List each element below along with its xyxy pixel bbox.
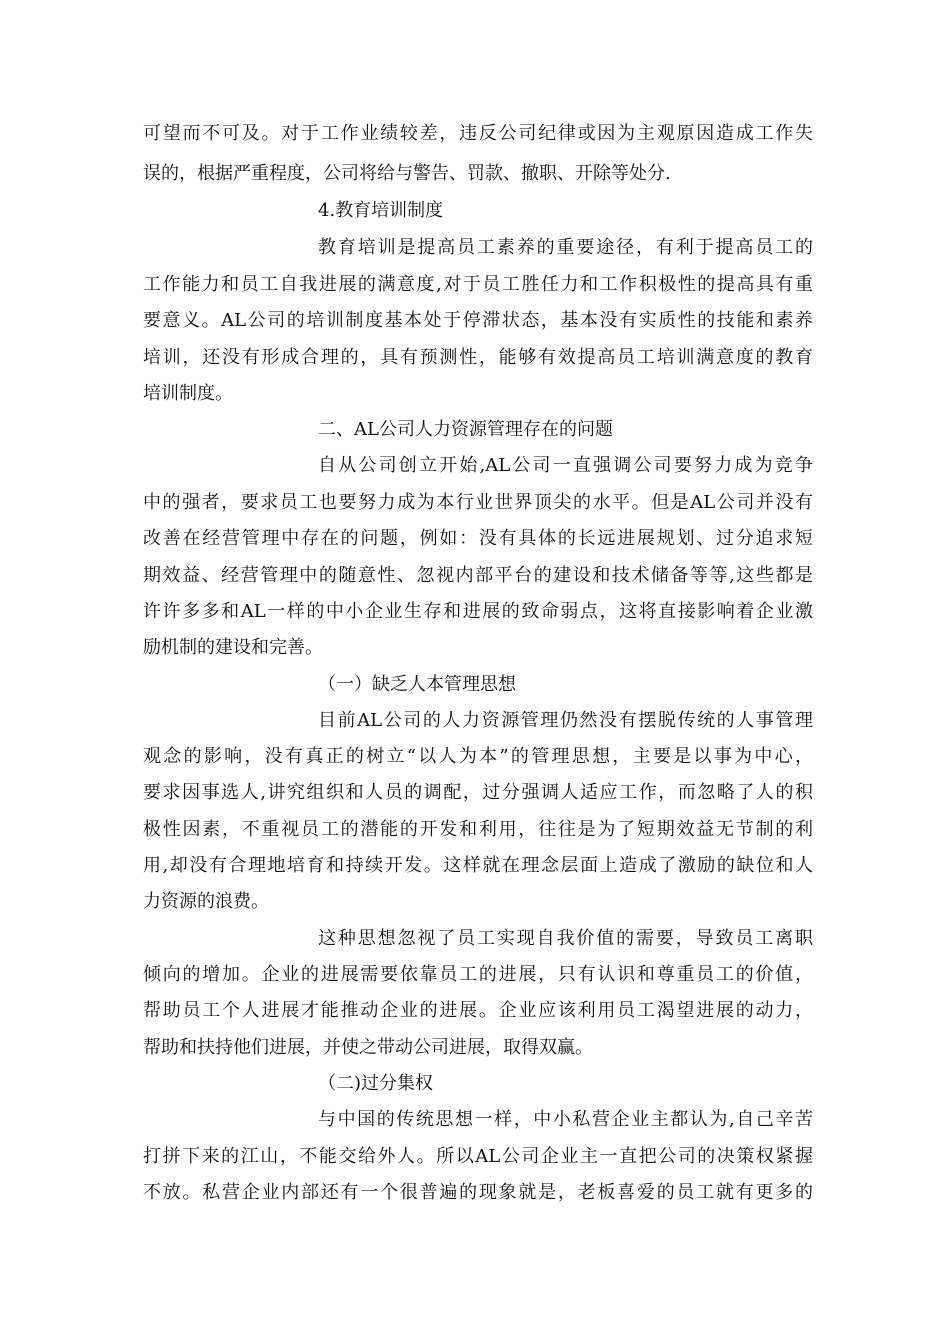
section-heading: 4.教育培训制度 — [318, 200, 444, 221]
text-line: 误的，根据严重程度，公司将给与警告、罚款、撤职、开除等处分. — [143, 163, 671, 184]
text-line: 帮助员工个人进展才能推动企业的进展。企业应该利用员工渴望进展的动力， — [143, 1000, 813, 1021]
text-line: 倾向的增加。企业的进展需要依靠员工的进展，只有认识和尊重员工的价值， — [143, 964, 813, 985]
section-heading: 二、AL公司人力资源管理存在的问题 — [318, 419, 613, 440]
text-line: 可望而不可及。对于工作业绩较差，违反公司纪律或因为主观原因造成工作失 — [143, 123, 813, 144]
text-line: 要意义。AL公司的培训制度基本处于停滞状态，基本没有实质性的技能和素养 — [143, 310, 813, 331]
section-heading: （一）缺乏人本管理思想 — [318, 674, 516, 695]
text-line: 培训，还没有形成合理的，具有预测性，能够有效提高员工培训满意度的教育 — [143, 347, 813, 368]
text-line: 工作能力和员工自我进展的满意度,对于员工胜任力和工作积极性的提高具有重 — [143, 274, 813, 295]
text-line: 这种思想忽视了员工实现自我价值的需要，导致员工离职 — [318, 928, 813, 949]
text-line: 许许多多和AL一样的中小企业生存和进展的致命弱点，这将直接影响着企业激 — [143, 601, 813, 622]
text-line: 用,却没有合理地培育和持续开发。这样就在理念层面上造成了激励的缺位和人 — [143, 855, 813, 876]
text-line: 帮助和扶持他们进展，并使之带动公司进展，取得双赢。 — [143, 1037, 593, 1058]
text-line: 励机制的建设和完善。 — [143, 637, 323, 658]
section-heading: （二)过分集权 — [318, 1073, 434, 1094]
text-line: 极性因素，不重视员工的潜能的开发和利用，往往是为了短期效益无节制的利 — [143, 819, 813, 840]
text-line: 目前AL公司的人力资源管理仍然没有摆脱传统的人事管理 — [318, 710, 813, 731]
text-line: 中的强者，要求员工也要努力成为本行业世界顶尖的水平。但是AL公司并没有 — [143, 492, 813, 513]
text-line: 不放。私营企业内部还有一个很普遍的现象就是，老板喜爱的员工就有更多的 — [143, 1182, 813, 1203]
text-line: 自从公司创立开始,AL公司一直强调公司要努力成为竞争 — [318, 455, 813, 476]
text-line: 改善在经营管理中存在的问题，例如：没有具体的长远进展规划、过分追求短 — [143, 528, 813, 549]
text-line: 与中国的传统思想一样，中小私营企业主都认为,自己辛苦 — [318, 1109, 813, 1130]
text-line: 力资源的浪费。 — [143, 891, 269, 912]
text-line: 期效益、经营管理中的随意性、忽视内部平台的建设和技术储备等等,这些都是 — [143, 565, 813, 586]
text-line: 教育培训是提高员工素养的重要途径，有利于提高员工的 — [318, 237, 813, 258]
text-line: 要求因事选人,讲究组织和人员的调配，过分强调人适应工作，而忽略了人的积 — [143, 782, 813, 803]
text-line: 观念的影响，没有真正的树立“以人为本”的管理思想，主要是以事为中心， — [143, 746, 813, 767]
text-line: 培训制度。 — [143, 383, 233, 404]
text-line: 打拼下来的江山，不能交给外人。所以AL公司企业主一直把公司的决策权紧握 — [143, 1146, 813, 1167]
